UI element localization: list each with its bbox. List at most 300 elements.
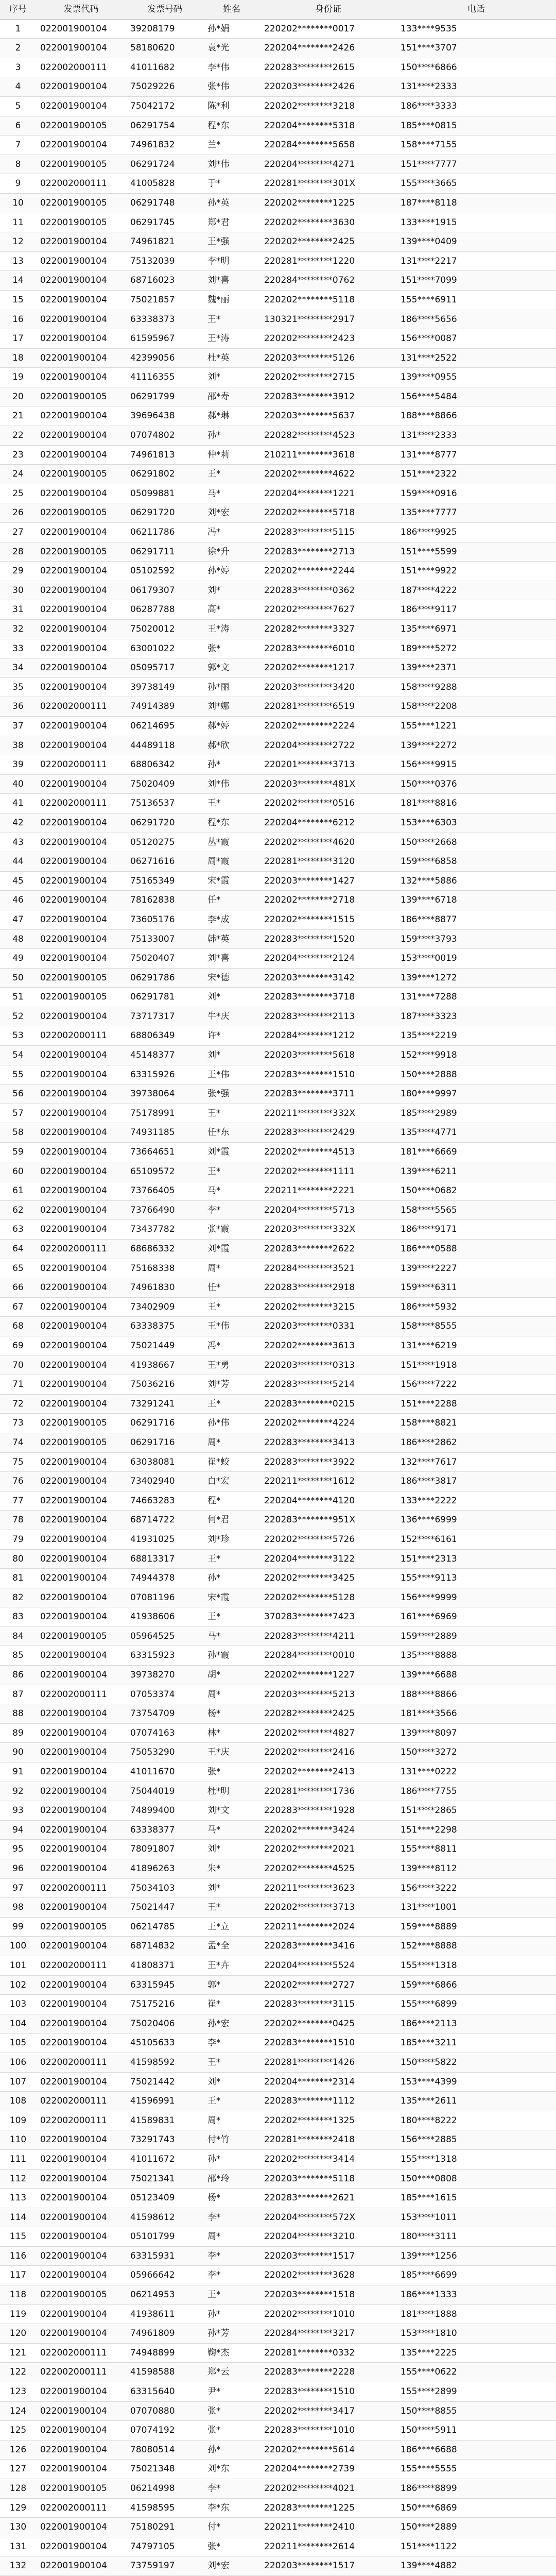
- cell-id-card: 220283********4211: [260, 1626, 396, 1646]
- cell-invoice-code: 022001900104: [36, 871, 126, 891]
- cell-index: 106: [0, 2053, 36, 2072]
- cell-phone: 150****0808: [396, 2169, 556, 2189]
- cell-invoice-code: 022002000111: [36, 2363, 126, 2382]
- table-row: [0, 1278, 556, 1298]
- cell-phone: 150****0682: [396, 1181, 556, 1201]
- cell-invoice-code: 022001900105: [36, 1626, 126, 1646]
- cell-phone: 131****8777: [396, 445, 556, 465]
- cell-index: 63: [0, 1220, 36, 1240]
- cell-invoice-code: 022001900104: [36, 716, 126, 736]
- cell-invoice-number: 75021449: [126, 1336, 203, 1355]
- header-invoice-code: 发票代码: [36, 0, 126, 19]
- cell-phone: 186****9117: [396, 600, 556, 620]
- cell-id-card: 220282********2425: [260, 1704, 396, 1724]
- cell-index: 26: [0, 503, 36, 523]
- cell-invoice-code: 022001900104: [36, 2014, 126, 2033]
- cell-id-card: 220281********1220: [260, 251, 396, 271]
- cell-index: 24: [0, 465, 36, 484]
- cell-invoice-number: 41005828: [126, 174, 203, 194]
- table-row: [0, 1937, 556, 1956]
- cell-invoice-number: 73664651: [126, 1143, 203, 1162]
- cell-name: 郭*文: [203, 658, 260, 678]
- cell-invoice-number: 45105633: [126, 2033, 203, 2053]
- cell-name: 郭*: [203, 1975, 260, 1995]
- cell-id-card: 220284********3521: [260, 1259, 396, 1278]
- cell-invoice-number: 05120275: [126, 833, 203, 852]
- cell-invoice-code: 022001900104: [36, 2189, 126, 2208]
- cell-invoice-code: 022001900104: [36, 1549, 126, 1569]
- cell-phone: 159****6858: [396, 852, 556, 872]
- table-row: [0, 271, 556, 291]
- cell-phone: 155****2899: [396, 2382, 556, 2402]
- cell-invoice-code: 022001900104: [36, 232, 126, 252]
- table-row: [0, 1394, 556, 1414]
- cell-id-card: 220203********1427: [260, 871, 396, 891]
- cell-id-card: 220282********4523: [260, 426, 396, 446]
- cell-name: 尹*: [203, 2382, 260, 2402]
- cell-id-card: 220204********3122: [260, 1549, 396, 1569]
- cell-name: 郝*琳: [203, 406, 260, 426]
- cell-name: 高*: [203, 600, 260, 620]
- cell-id-card: 220283********3718: [260, 988, 396, 1007]
- cell-id-card: 220211********2614: [260, 2537, 396, 2556]
- cell-name: 周*: [203, 1433, 260, 1452]
- cell-phone: 133****2222: [396, 1491, 556, 1511]
- table-row: [0, 1046, 556, 1065]
- cell-invoice-number: 41808371: [126, 1956, 203, 1975]
- cell-index: 58: [0, 1123, 36, 1143]
- cell-invoice-code: 022002000111: [36, 2111, 126, 2130]
- cell-invoice-number: 06291720: [126, 503, 203, 523]
- cell-invoice-code: 022001900105: [36, 503, 126, 523]
- cell-invoice-number: 74961830: [126, 1278, 203, 1298]
- cell-phone: 135****7777: [396, 503, 556, 523]
- cell-index: 6: [0, 116, 36, 135]
- cell-invoice-code: 022001900104: [36, 620, 126, 639]
- table-row: [0, 794, 556, 814]
- header-index: 序号: [0, 0, 36, 19]
- cell-invoice-code: 022001900104: [36, 910, 126, 929]
- cell-phone: 151****2298: [396, 1820, 556, 1840]
- cell-id-card: 220202********3425: [260, 1569, 396, 1588]
- table-row: [0, 2130, 556, 2150]
- cell-name: 刘*伟: [203, 774, 260, 794]
- cell-index: 64: [0, 1240, 36, 1259]
- cell-invoice-code: 022001900104: [36, 1452, 126, 1472]
- table-row: [0, 96, 556, 116]
- cell-name: 马*: [203, 484, 260, 503]
- cell-invoice-code: 022001900105: [36, 988, 126, 1007]
- cell-id-card: 220283********2713: [260, 542, 396, 562]
- cell-name: 刘*宏: [203, 2556, 260, 2576]
- cell-invoice-number: 75180291: [126, 2518, 203, 2537]
- cell-index: 2: [0, 39, 36, 58]
- cell-name: 宋*霞: [203, 871, 260, 891]
- cell-invoice-code: 022001900104: [36, 1840, 126, 1859]
- cell-phone: 158****8821: [396, 1414, 556, 1433]
- cell-index: 93: [0, 1801, 36, 1821]
- cell-index: 115: [0, 2227, 36, 2247]
- cell-index: 95: [0, 1840, 36, 1859]
- cell-invoice-code: 022001900104: [36, 1704, 126, 1724]
- cell-name: 张*: [203, 639, 260, 658]
- table-row: [0, 1685, 556, 1704]
- cell-invoice-code: 022002000111: [36, 1956, 126, 1975]
- table-row: [0, 2033, 556, 2053]
- cell-index: 41: [0, 794, 36, 814]
- table-row: [0, 697, 556, 717]
- cell-id-card: 220211********2024: [260, 1917, 396, 1937]
- cell-name: 任*东: [203, 1123, 260, 1143]
- cell-invoice-code: 022001900104: [36, 2304, 126, 2324]
- cell-id-card: 220202********2416: [260, 1743, 396, 1762]
- cell-invoice-number: 73291241: [126, 1394, 203, 1414]
- cell-invoice-code: 022001900104: [36, 1569, 126, 1588]
- table-row: [0, 1511, 556, 1530]
- cell-invoice-code: 022001900104: [36, 2246, 126, 2266]
- cell-invoice-number: 75020407: [126, 949, 203, 969]
- cell-phone: 186****0588: [396, 1240, 556, 1259]
- cell-id-card: 220283********6010: [260, 639, 396, 658]
- cell-name: 仲*莉: [203, 445, 260, 465]
- cell-phone: 150****0376: [396, 774, 556, 794]
- cell-phone: 155****5555: [396, 2460, 556, 2479]
- cell-index: 80: [0, 1549, 36, 1569]
- cell-invoice-code: 022001900105: [36, 213, 126, 232]
- cell-id-card: 220202********7627: [260, 600, 396, 620]
- cell-id-card: 220202********0425: [260, 2014, 396, 2033]
- cell-phone: 159****8889: [396, 1917, 556, 1937]
- cell-index: 123: [0, 2382, 36, 2402]
- cell-name: 杨*: [203, 2189, 260, 2208]
- cell-invoice-number: 41598612: [126, 2208, 203, 2227]
- cell-phone: 189****5272: [396, 639, 556, 658]
- cell-id-card: 220204********3210: [260, 2227, 396, 2247]
- cell-phone: 155****6911: [396, 290, 556, 310]
- cell-name: 马*: [203, 1820, 260, 1840]
- cell-invoice-code: 022001900104: [36, 426, 126, 446]
- cell-phone: 155****1221: [396, 716, 556, 736]
- cell-index: 82: [0, 1588, 36, 1607]
- table-row: [0, 77, 556, 97]
- cell-name: 宋*德: [203, 968, 260, 988]
- cell-phone: 186****6688: [396, 2440, 556, 2460]
- cell-phone: 135****2219: [396, 1026, 556, 1046]
- cell-invoice-code: 022002000111: [36, 2498, 126, 2518]
- cell-id-card: 130321********2917: [260, 310, 396, 329]
- table-row: [0, 2304, 556, 2324]
- table-row: [0, 1084, 556, 1104]
- table-row: [0, 1820, 556, 1840]
- cell-id-card: 220283********1928: [260, 1801, 396, 1821]
- cell-index: 62: [0, 1200, 36, 1220]
- table-row: [0, 891, 556, 910]
- cell-invoice-number: 39738064: [126, 1084, 203, 1104]
- cell-invoice-number: 73766490: [126, 1200, 203, 1220]
- cell-invoice-number: 75020406: [126, 2014, 203, 2033]
- cell-phone: 158****7155: [396, 135, 556, 155]
- cell-phone: 185****0815: [396, 116, 556, 135]
- cell-index: 75: [0, 1452, 36, 1472]
- table-row: [0, 1317, 556, 1336]
- cell-phone: 131****2333: [396, 426, 556, 446]
- table-row: [0, 2537, 556, 2556]
- cell-invoice-code: 022001900104: [36, 19, 126, 39]
- cell-id-card: 220203********0331: [260, 1317, 396, 1336]
- cell-phone: 139****2371: [396, 658, 556, 678]
- cell-index: 122: [0, 2363, 36, 2382]
- table-row: [0, 155, 556, 174]
- cell-invoice-number: 75020409: [126, 774, 203, 794]
- cell-name: 刘*文: [203, 1801, 260, 1821]
- table-row: [0, 1917, 556, 1937]
- cell-index: 92: [0, 1782, 36, 1801]
- cell-invoice-number: 06291781: [126, 988, 203, 1007]
- table-row: [0, 1549, 556, 1569]
- cell-index: 52: [0, 1007, 36, 1026]
- cell-phone: 159****0916: [396, 484, 556, 503]
- cell-phone: 188****8866: [396, 406, 556, 426]
- header-name: 姓名: [203, 0, 260, 19]
- cell-name: 王*伟: [203, 1317, 260, 1336]
- header-phone: 电话: [396, 0, 556, 19]
- cell-id-card: 220281********2418: [260, 2130, 396, 2150]
- cell-name: 刘*: [203, 1840, 260, 1859]
- cell-invoice-number: 63315640: [126, 2382, 203, 2402]
- cell-invoice-code: 022001900105: [36, 968, 126, 988]
- cell-invoice-code: 022001900104: [36, 1336, 126, 1355]
- cell-id-card: 220202********2224: [260, 716, 396, 736]
- cell-id-card: 220202********1515: [260, 910, 396, 929]
- cell-invoice-code: 022001900105: [36, 1433, 126, 1452]
- cell-id-card: 220202********3215: [260, 1297, 396, 1317]
- cell-invoice-number: 75020012: [126, 620, 203, 639]
- cell-name: 程*: [203, 1491, 260, 1511]
- cell-name: 李*伟: [203, 58, 260, 77]
- cell-name: 张*霞: [203, 1220, 260, 1240]
- cell-phone: 136****6999: [396, 1511, 556, 1530]
- cell-index: 66: [0, 1278, 36, 1298]
- cell-index: 109: [0, 2111, 36, 2130]
- cell-invoice-number: 75034103: [126, 1878, 203, 1898]
- cell-index: 78: [0, 1511, 36, 1530]
- cell-invoice-code: 022001900104: [36, 1607, 126, 1627]
- cell-name: 刘*娜: [203, 697, 260, 717]
- table-row: [0, 484, 556, 503]
- cell-phone: 180****8222: [396, 2111, 556, 2130]
- cell-phone: 156****9999: [396, 1588, 556, 1607]
- cell-invoice-code: 022001900104: [36, 2266, 126, 2285]
- cell-index: 125: [0, 2421, 36, 2441]
- cell-index: 71: [0, 1375, 36, 1395]
- cell-invoice-code: 022001900104: [36, 1355, 126, 1375]
- cell-id-card: 220281********0332: [260, 2343, 396, 2363]
- cell-invoice-code: 022002000111: [36, 794, 126, 814]
- cell-name: 王*: [203, 1549, 260, 1569]
- cell-phone: 150****6869: [396, 2498, 556, 2518]
- cell-name: 王*: [203, 310, 260, 329]
- cell-invoice-number: 73766405: [126, 1181, 203, 1201]
- cell-name: 刘*宏: [203, 503, 260, 523]
- cell-name: 马*: [203, 1626, 260, 1646]
- header-row: [0, 0, 556, 19]
- cell-name: 许*: [203, 1026, 260, 1046]
- table-row: [0, 988, 556, 1007]
- cell-invoice-number: 41598592: [126, 2053, 203, 2072]
- cell-id-card: 220203********332X: [260, 1220, 396, 1240]
- cell-invoice-number: 05099881: [126, 484, 203, 503]
- cell-phone: 156****5484: [396, 387, 556, 406]
- cell-id-card: 220284********1212: [260, 1026, 396, 1046]
- cell-phone: 187****3323: [396, 1007, 556, 1026]
- cell-index: 46: [0, 891, 36, 910]
- cell-name: 张*: [203, 2537, 260, 2556]
- cell-invoice-number: 74948899: [126, 2343, 203, 2363]
- cell-index: 54: [0, 1046, 36, 1065]
- cell-invoice-code: 022001900104: [36, 2033, 126, 2053]
- cell-invoice-number: 42399056: [126, 348, 203, 368]
- table-row: [0, 445, 556, 465]
- cell-id-card: 220283********2113: [260, 1007, 396, 1026]
- cell-phone: 186****1333: [396, 2285, 556, 2305]
- cell-invoice-code: 022001900105: [36, 193, 126, 213]
- cell-invoice-number: 75021348: [126, 2460, 203, 2479]
- cell-name: 李*: [203, 2208, 260, 2227]
- cell-invoice-number: 39738149: [126, 677, 203, 697]
- cell-phone: 150****2889: [396, 2518, 556, 2537]
- cell-invoice-code: 022001900104: [36, 271, 126, 291]
- cell-invoice-code: 022001900104: [36, 658, 126, 678]
- cell-phone: 139****8112: [396, 1859, 556, 1879]
- cell-invoice-number: 63315926: [126, 1065, 203, 1084]
- header-id-card: 身份证: [260, 0, 396, 19]
- cell-name: 刘*: [203, 581, 260, 600]
- cell-invoice-number: 07053374: [126, 1685, 203, 1704]
- cell-invoice-code: 022001900104: [36, 1666, 126, 1685]
- cell-id-card: 220202********3218: [260, 96, 396, 116]
- cell-id-card: 220202********1111: [260, 1162, 396, 1181]
- cell-name: 邵*寿: [203, 387, 260, 406]
- cell-id-card: 220202********3713: [260, 1898, 396, 1918]
- cell-invoice-code: 022001900104: [36, 2169, 126, 2189]
- cell-phone: 135****6971: [396, 620, 556, 639]
- cell-invoice-code: 022001900104: [36, 484, 126, 503]
- cell-phone: 158****9288: [396, 677, 556, 697]
- cell-index: 107: [0, 2072, 36, 2092]
- table-row: [0, 523, 556, 543]
- cell-index: 96: [0, 1859, 36, 1879]
- cell-name: 王*: [203, 1162, 260, 1181]
- cell-name: 王*涛: [203, 329, 260, 349]
- cell-invoice-code: 022001900104: [36, 368, 126, 387]
- cell-invoice-number: 05123409: [126, 2189, 203, 2208]
- table-row: [0, 1762, 556, 1782]
- cell-name: 孙*英: [203, 193, 260, 213]
- cell-id-card: 220204********2426: [260, 39, 396, 58]
- cell-name: 孙*娟: [203, 19, 260, 39]
- cell-id-card: 220202********1225: [260, 193, 396, 213]
- cell-invoice-code: 022002000111: [36, 1240, 126, 1259]
- cell-name: 杜*明: [203, 1782, 260, 1801]
- table-row: [0, 2556, 556, 2576]
- cell-name: 孙*: [203, 2304, 260, 2324]
- cell-id-card: 220211********3623: [260, 1878, 396, 1898]
- cell-index: 19: [0, 368, 36, 387]
- table-row: [0, 1859, 556, 1879]
- table-row: [0, 2246, 556, 2266]
- table-row: [0, 949, 556, 969]
- cell-invoice-number: 41011682: [126, 58, 203, 77]
- cell-index: 114: [0, 2208, 36, 2227]
- table-row: [0, 1297, 556, 1317]
- cell-name: 王*: [203, 1394, 260, 1414]
- cell-phone: 151****1122: [396, 2537, 556, 2556]
- cell-invoice-code: 022001900104: [36, 1200, 126, 1220]
- cell-invoice-code: 022001900104: [36, 1278, 126, 1298]
- cell-id-card: 220202********4021: [260, 2479, 396, 2499]
- cell-id-card: 220283********0362: [260, 581, 396, 600]
- cell-name: 郑*君: [203, 213, 260, 232]
- cell-invoice-code: 022001900105: [36, 465, 126, 484]
- cell-invoice-code: 022001900104: [36, 1046, 126, 1065]
- cell-phone: 181****6669: [396, 1143, 556, 1162]
- table-row: [0, 1801, 556, 1821]
- table-row: [0, 1452, 556, 1472]
- cell-invoice-code: 022001900105: [36, 542, 126, 562]
- cell-id-card: 220202********2244: [260, 562, 396, 581]
- table-row: [0, 2421, 556, 2441]
- cell-phone: 181****3566: [396, 1704, 556, 1724]
- cell-name: 白*宏: [203, 1472, 260, 1492]
- cell-index: 32: [0, 620, 36, 639]
- cell-index: 53: [0, 1026, 36, 1046]
- cell-index: 36: [0, 697, 36, 717]
- table-row: [0, 774, 556, 794]
- cell-name: 王*: [203, 1898, 260, 1918]
- cell-invoice-number: 41116355: [126, 368, 203, 387]
- table-row: [0, 1123, 556, 1143]
- cell-id-card: 220202********3630: [260, 213, 396, 232]
- cell-name: 周*: [203, 2111, 260, 2130]
- cell-index: 17: [0, 329, 36, 349]
- cell-invoice-number: 78162838: [126, 891, 203, 910]
- cell-invoice-code: 022001900104: [36, 2072, 126, 2092]
- cell-invoice-number: 06291724: [126, 155, 203, 174]
- cell-phone: 139****4882: [396, 2556, 556, 2576]
- cell-id-card: 220204********2124: [260, 949, 396, 969]
- cell-name: 王*强: [203, 232, 260, 252]
- cell-name: 张*: [203, 2401, 260, 2421]
- cell-index: 28: [0, 542, 36, 562]
- cell-id-card: 220211********332X: [260, 1104, 396, 1123]
- cell-phone: 186****5656: [396, 310, 556, 329]
- cell-invoice-code: 022001900104: [36, 2130, 126, 2150]
- cell-id-card: 220202********3424: [260, 1820, 396, 1840]
- cell-invoice-number: 41589831: [126, 2111, 203, 2130]
- cell-name: 刘*喜: [203, 949, 260, 969]
- cell-invoice-code: 022001900104: [36, 1530, 126, 1549]
- cell-name: 李*成: [203, 910, 260, 929]
- cell-invoice-number: 68714722: [126, 1511, 203, 1530]
- cell-name: 陈*利: [203, 96, 260, 116]
- cell-id-card: 220283********1520: [260, 929, 396, 949]
- cell-id-card: 220203********0313: [260, 1355, 396, 1375]
- table-row: [0, 1995, 556, 2014]
- cell-invoice-number: 75044019: [126, 1782, 203, 1801]
- cell-id-card: 220203********481X: [260, 774, 396, 794]
- cell-id-card: 220283********3711: [260, 1084, 396, 1104]
- cell-phone: 186****5932: [396, 1297, 556, 1317]
